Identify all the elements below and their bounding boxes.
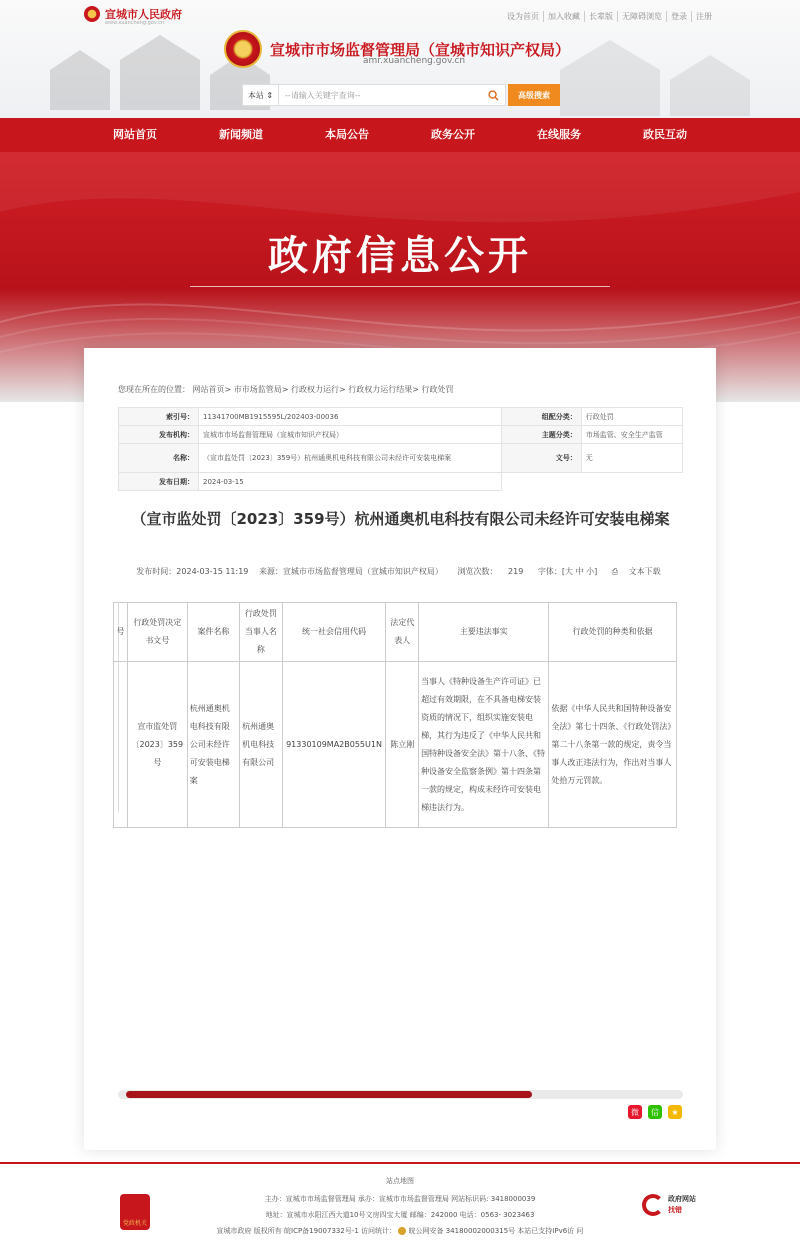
nav-gov-affairs[interactable]: 政务公开: [431, 128, 475, 141]
set-homepage-link[interactable]: 设为首页: [507, 12, 539, 21]
error-report-icon: [642, 1194, 664, 1216]
gov-logo[interactable]: [84, 6, 182, 26]
architecture-decoration-right: [550, 30, 770, 116]
login-link[interactable]: 登录: [666, 11, 691, 22]
meta-category-value: 行政处罚: [581, 408, 682, 426]
meta-topic-label: 主题分类：: [501, 426, 581, 444]
footer-copyright: 宣城市政府 版权所有 皖ICP备19007332号-1 访问统计： 皖公网安备 34180002000315号 本站已支持IPv6访 问: [216, 1227, 584, 1235]
view-count: 浏览次数： 219: [457, 567, 524, 576]
banner-divider: [190, 286, 610, 287]
gov-domain: www.xuancheng.gov.cn: [105, 20, 164, 26]
print-icon: ⎙: [611, 567, 619, 576]
nav-home[interactable]: 网站首页: [113, 128, 157, 141]
col-no: 号: [114, 603, 128, 662]
col-legal-rep: 法定代表人: [386, 603, 419, 662]
document-source: 来源：宣城市市场监督管理局（宣城市知识产权局）: [258, 567, 443, 576]
scrollbar-thumb[interactable]: [126, 1091, 532, 1098]
search-scope-select[interactable]: 本站 ⇕: [242, 84, 278, 106]
font-size-switch[interactable]: 字体：[大 中 小]: [537, 567, 598, 576]
main-nav: [0, 118, 800, 152]
favorite-star-icon[interactable]: ★: [668, 1105, 682, 1119]
search-icon[interactable]: [488, 90, 499, 101]
col-case-name: 案件名称: [187, 603, 239, 662]
footer-address: 地址：宣城市水阳江西大道10号文房四宝大厦 邮编：242000 电话：0563- 3023463: [265, 1211, 535, 1219]
content-card: [84, 348, 716, 1150]
col-doc-no: 行政处罚决定书文号: [127, 603, 187, 662]
site-domain: amr.xuancheng.gov.cn: [363, 56, 466, 66]
register-link[interactable]: 注册: [691, 11, 716, 22]
elder-version-link[interactable]: 长辈版: [584, 11, 617, 22]
nav-online-service[interactable]: 在线服务: [537, 128, 581, 141]
publish-time: 发布时间：2024-03-15 11:19: [136, 567, 249, 576]
search-bar: [242, 84, 560, 106]
meta-docno-label: 文号：: [501, 444, 581, 473]
cell-case-name: 杭州通奥机电科技有限公司未经许可安装电梯案: [187, 662, 239, 828]
advanced-search-button[interactable]: 高级搜索: [508, 84, 560, 106]
site-header: [0, 0, 800, 118]
nav-notices[interactable]: 本局公告: [325, 128, 369, 141]
cell-no: [114, 662, 128, 828]
punishment-table: [113, 602, 677, 828]
meta-org-value: 宣城市市场监督管理局（宣城市知识产权局）: [199, 426, 502, 444]
table-row: [114, 662, 677, 828]
footer-sponsor: 主办：宣城市市场监督管理局 承办：宣城市市场监督管理局 网站标识码: 3418000039: [264, 1195, 536, 1203]
nav-news[interactable]: 新闻频道: [219, 128, 263, 141]
meta-category-label: 组配分类：: [501, 408, 581, 426]
national-emblem-icon: [84, 6, 100, 22]
col-facts: 主要违法事实: [419, 603, 549, 662]
search-input[interactable]: --请输入关键字查询--: [278, 84, 506, 106]
col-credit-code: 统一社会信用代码: [282, 603, 386, 662]
sitemap-link[interactable]: 站点地图: [386, 1177, 414, 1185]
wechat-share-icon[interactable]: 信: [648, 1105, 662, 1119]
gov-name: 宣城市人民政府: [105, 8, 182, 21]
banner-title: 政府信息公开: [268, 233, 532, 279]
meta-index-label: 索引号：: [119, 408, 199, 426]
meta-index-value: 11341700MB1915595L/202403-00036: [199, 408, 502, 426]
breadcrumb[interactable]: 您现在所在的位置： 网站首页> 市市场监管局> 行政权力运行> 行政权力运行结果> 行政处罚: [118, 385, 454, 394]
meta-name-label: 名称：: [119, 444, 199, 473]
document-info: [118, 566, 683, 577]
meta-org-label: 发布机构：: [119, 426, 199, 444]
document-title: （宣市监处罚〔2023〕359号）杭州通奥机电科技有限公司未经许可安装电梯案: [131, 510, 670, 528]
national-emblem-icon: [224, 30, 262, 68]
gov-site-error-report-logo[interactable]: 政府网站 找错: [642, 1194, 696, 1216]
site-name: 宣城市市场监督管理局（宣城市知识产权局）: [270, 40, 571, 59]
party-gov-org-logo[interactable]: 党政机关: [120, 1194, 150, 1230]
punishment-table-viewport: [118, 602, 683, 812]
meta-name-value: （宣市监处罚〔2023〕359号）杭州通奥机电科技有限公司未经许可安装电梯案: [199, 444, 502, 473]
accessibility-link[interactable]: 无障碍浏览: [617, 11, 666, 22]
weibo-share-icon[interactable]: 微: [628, 1105, 642, 1119]
top-links: [503, 11, 716, 22]
cell-doc-no: 宣市监处罚〔2023〕359号: [127, 662, 187, 828]
police-badge-icon: [398, 1227, 406, 1235]
nav-interaction[interactable]: 政民互动: [643, 128, 687, 141]
horizontal-scrollbar[interactable]: [118, 1090, 683, 1099]
cell-credit-code: 91330109MA2B055U1N: [282, 662, 386, 828]
cell-legal-rep: 陈立刚: [386, 662, 419, 828]
text-download-link[interactable]: ⎙ 文本下载: [611, 567, 661, 576]
col-basis: 行政处罚的种类和依据: [549, 603, 677, 662]
meta-topic-value: 市场监管、安全生产监管: [581, 426, 682, 444]
meta-date-value: 2024-03-15: [199, 473, 502, 491]
meta-table: [118, 407, 683, 491]
cell-facts: 当事人《特种设备生产许可证》已超过有效期限，在不具备电梯安装资质的情况下，组织实施安装电梯，其行为违反了《中华人民共和国特种设备安全法》第十八条、《特种设备安全监察条例》第十四条第一款的规定，构成未经许可安装电梯违法行为。: [419, 662, 549, 828]
site-footer: [0, 1162, 800, 1258]
cell-basis: 依据《中华人民共和国特种设备安全法》第七十四条、《行政处罚法》第二十八条第一款的规定，责令当事人改正违法行为，作出对当事人处拾万元罚款。: [549, 662, 677, 828]
share-bar: [628, 1105, 682, 1119]
meta-docno-value: 无: [581, 444, 682, 473]
cell-party: 杭州通奥机电科技有限公司: [240, 662, 283, 828]
add-favorite-link[interactable]: 加入收藏: [543, 11, 584, 22]
site-title[interactable]: [224, 30, 570, 68]
col-party: 行政处罚当事人名称: [240, 603, 283, 662]
meta-date-label: 发布日期：: [119, 473, 199, 491]
